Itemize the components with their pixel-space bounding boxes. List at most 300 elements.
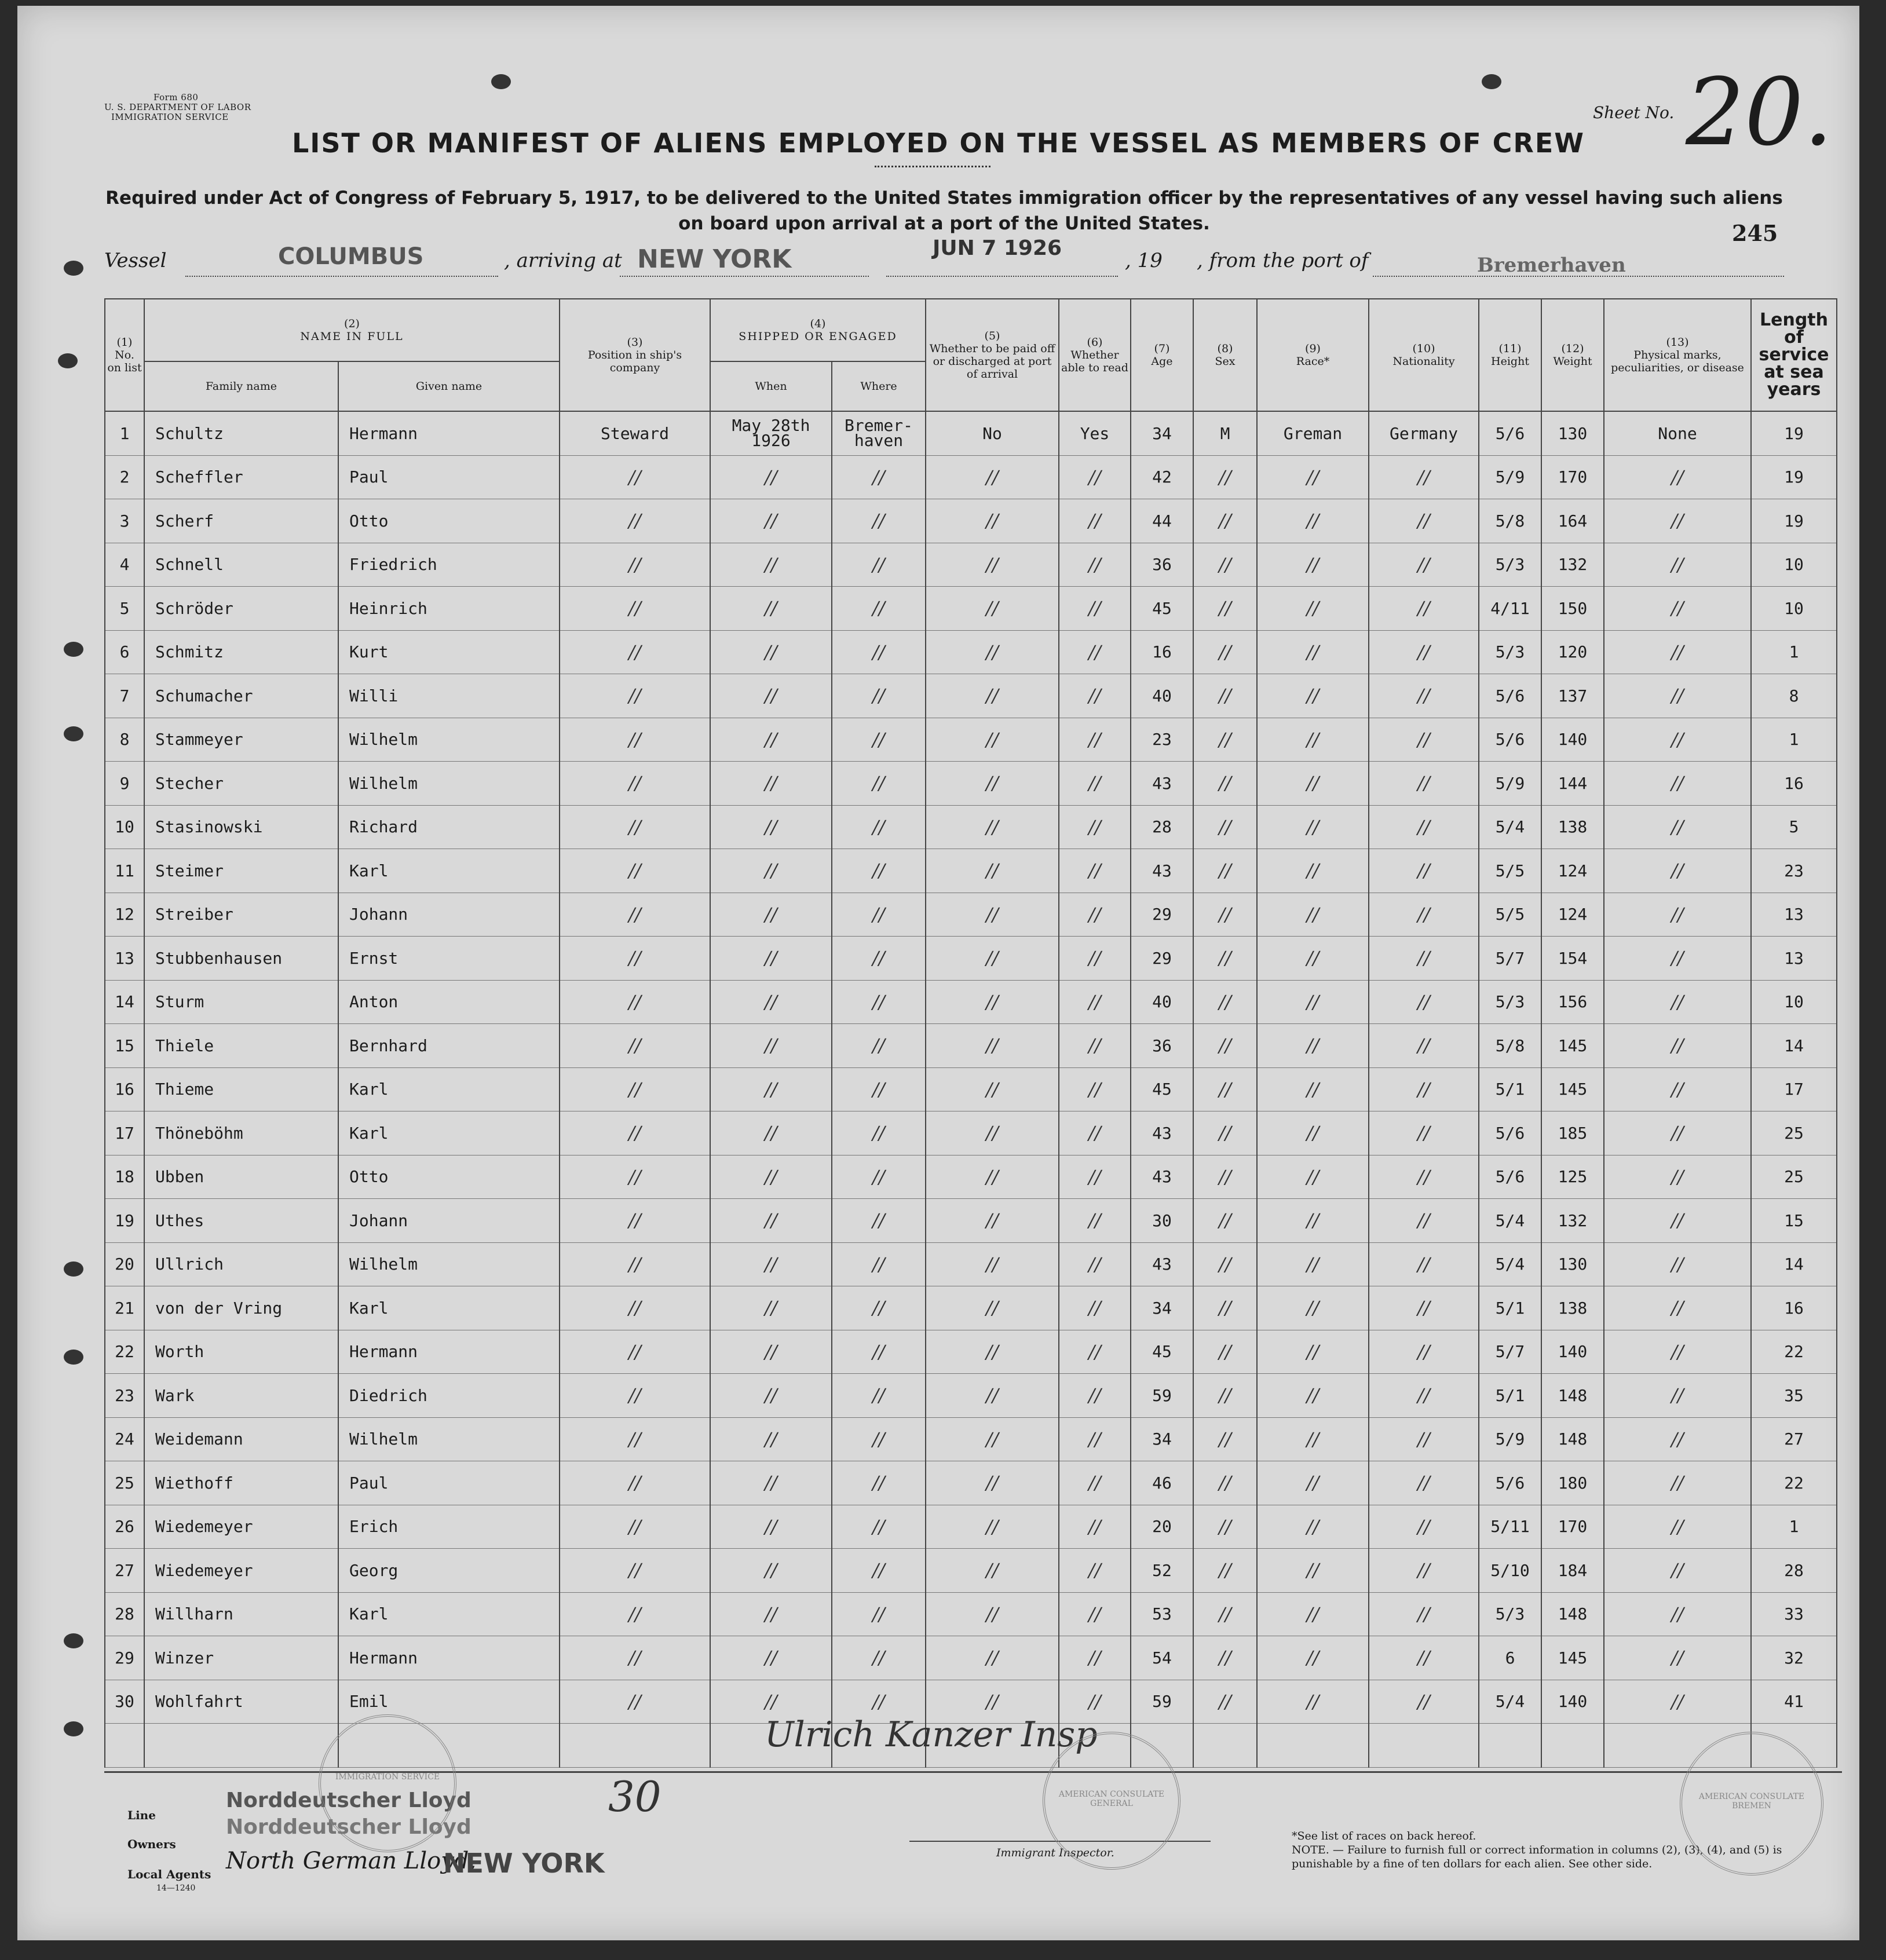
cell-sex: // <box>1193 1067 1257 1111</box>
cell-empty <box>1369 1724 1479 1768</box>
cell-sex: // <box>1193 630 1257 674</box>
cell-race: // <box>1257 849 1369 893</box>
sheet-number-label: Sheet No. <box>1593 103 1675 122</box>
cell-shipped-where: // <box>832 893 926 937</box>
page-subtitle: Required under Act of Congress of February 5, 1917, to be delivered to the United States immigration officer by the representatives of any vessel having such aliens on board upon arrival at a port of the United States. <box>105 188 1783 234</box>
cell-shipped-where: // <box>832 1199 926 1243</box>
cell-age: 45 <box>1131 1067 1193 1111</box>
cell-given-name: Paul <box>338 1461 560 1505</box>
cell-weight: 132 <box>1541 1199 1604 1243</box>
cell-age: 42 <box>1131 455 1193 499</box>
cell-row-number: 23 <box>105 1374 144 1418</box>
cell-service-years: 13 <box>1751 893 1837 937</box>
cell-shipped-where: // <box>832 1330 926 1374</box>
cell-position: // <box>560 674 710 718</box>
cell-nationality: // <box>1369 1374 1479 1418</box>
cell-sex: // <box>1193 1549 1257 1593</box>
cell-shipped-when: // <box>710 1549 832 1593</box>
cell-family-name: Thiele <box>144 1024 338 1068</box>
cell-sex: // <box>1193 1286 1257 1330</box>
cell-age: 36 <box>1131 1024 1193 1068</box>
cell-nationality: // <box>1369 1286 1479 1330</box>
cell-paid-off: // <box>926 980 1059 1024</box>
cell-height: 5/9 <box>1479 1417 1541 1461</box>
cell-height: 5/6 <box>1479 1111 1541 1155</box>
cell-service-years: 13 <box>1751 937 1837 981</box>
cell-family-name: Thöneböhm <box>144 1111 338 1155</box>
cell-shipped-when: // <box>710 1111 832 1155</box>
cell-empty <box>105 1724 144 1768</box>
cell-row-number: 12 <box>105 893 144 937</box>
cell-shipped-where: // <box>832 543 926 587</box>
cell-able-to-read: // <box>1059 1199 1131 1243</box>
cell-weight: 130 <box>1541 1242 1604 1286</box>
col-age-header: (7) Age <box>1131 299 1193 411</box>
cell-given-name: Wilhelm <box>338 1242 560 1286</box>
cell-race: // <box>1257 718 1369 762</box>
cell-row-number: 24 <box>105 1417 144 1461</box>
cell-height: 5/1 <box>1479 1374 1541 1418</box>
cell-service-years: 16 <box>1751 1286 1837 1330</box>
col-height-header: (11) Height <box>1479 299 1541 411</box>
arrival-port: NEW YORK <box>637 244 792 274</box>
cell-weight: 150 <box>1541 587 1604 631</box>
cell-shipped-when: // <box>710 718 832 762</box>
cell-race: Greman <box>1257 411 1369 455</box>
cell-nationality: // <box>1369 1111 1479 1155</box>
consulate-seal-right: AMERICAN CONSULATE BREMEN <box>1680 1732 1823 1875</box>
table-row <box>105 849 1837 893</box>
cell-position: // <box>560 1242 710 1286</box>
cell-given-name: Paul <box>338 455 560 499</box>
cell-family-name: Scheffler <box>144 455 338 499</box>
col-nationality-header: (10) Nationality <box>1369 299 1479 411</box>
cell-height: 5/3 <box>1479 980 1541 1024</box>
cell-nationality: // <box>1369 980 1479 1024</box>
cell-shipped-where: // <box>832 1111 926 1155</box>
cell-given-name: Hermann <box>338 411 560 455</box>
cell-service-years: 17 <box>1751 1067 1837 1111</box>
cell-family-name: Stecher <box>144 762 338 806</box>
cell-weight: 138 <box>1541 805 1604 849</box>
cell-shipped-where: // <box>832 1286 926 1330</box>
cell-race: // <box>1257 1111 1369 1155</box>
col-shipped-header: (4) SHIPPED OR ENGAGED <box>710 299 926 361</box>
cell-age: 34 <box>1131 1417 1193 1461</box>
cell-age: 23 <box>1131 718 1193 762</box>
col-name-header: (2) NAME IN FULL <box>144 299 560 361</box>
cell-family-name: Streiber <box>144 893 338 937</box>
cell-physical-marks: // <box>1604 1636 1751 1680</box>
cell-empty <box>144 1724 338 1768</box>
cell-weight: 148 <box>1541 1417 1604 1461</box>
cell-physical-marks: // <box>1604 1592 1751 1636</box>
cell-height: 5/6 <box>1479 1155 1541 1199</box>
cell-weight: 148 <box>1541 1374 1604 1418</box>
cell-physical-marks: // <box>1604 1505 1751 1549</box>
vessel-name-rule <box>185 276 498 277</box>
cell-race: // <box>1257 630 1369 674</box>
cell-position: // <box>560 1067 710 1111</box>
cell-given-name: Friedrich <box>338 543 560 587</box>
cell-given-name: Karl <box>338 1067 560 1111</box>
table-row <box>105 1330 1837 1374</box>
agents-city: NEW YORK <box>443 1848 605 1879</box>
table-row <box>105 630 1837 674</box>
cell-position: // <box>560 980 710 1024</box>
cell-sex: // <box>1193 1111 1257 1155</box>
cell-service-years: 8 <box>1751 674 1837 718</box>
cell-service-years: 41 <box>1751 1680 1837 1724</box>
punch-hole <box>64 726 83 741</box>
cell-able-to-read: // <box>1059 980 1131 1024</box>
cell-age: 34 <box>1131 1286 1193 1330</box>
col-position-header: (3) Position in ship's company <box>560 299 710 411</box>
table-row <box>105 499 1837 543</box>
cell-shipped-where: // <box>832 630 926 674</box>
cell-physical-marks: // <box>1604 630 1751 674</box>
cell-able-to-read: // <box>1059 1111 1131 1155</box>
cell-able-to-read: // <box>1059 1067 1131 1111</box>
cell-nationality: // <box>1369 587 1479 631</box>
cell-given-name: Wilhelm <box>338 762 560 806</box>
cell-able-to-read: // <box>1059 937 1131 981</box>
cell-shipped-when: // <box>710 1155 832 1199</box>
cell-weight: 137 <box>1541 674 1604 718</box>
cell-able-to-read: // <box>1059 762 1131 806</box>
page-title: LIST OR MANIFEST OF ALIENS EMPLOYED ON THE VESSEL AS MEMBERS OF CREW <box>291 127 1585 159</box>
cell-given-name: Willi <box>338 674 560 718</box>
col-sex-header: (8) Sex <box>1193 299 1257 411</box>
cell-shipped-when: // <box>710 587 832 631</box>
cell-paid-off: // <box>926 893 1059 937</box>
cell-nationality: // <box>1369 1417 1479 1461</box>
cell-shipped-when: // <box>710 1286 832 1330</box>
cell-nationality: // <box>1369 455 1479 499</box>
cell-able-to-read: // <box>1059 543 1131 587</box>
table-row <box>105 1636 1837 1680</box>
cell-nationality: // <box>1369 1330 1479 1374</box>
cell-paid-off: // <box>926 587 1059 631</box>
cell-weight: 154 <box>1541 937 1604 981</box>
cell-physical-marks: None <box>1604 411 1751 455</box>
department-name: U. S. DEPARTMENT OF LABOR <box>104 102 251 112</box>
cell-paid-off: // <box>926 543 1059 587</box>
cell-race: // <box>1257 1199 1369 1243</box>
cell-nationality: // <box>1369 1636 1479 1680</box>
cell-shipped-when: // <box>710 1636 832 1680</box>
cell-age: 36 <box>1131 543 1193 587</box>
cell-sex: // <box>1193 1330 1257 1374</box>
cell-able-to-read: // <box>1059 1374 1131 1418</box>
cell-shipped-when: // <box>710 1461 832 1505</box>
cell-height: 5/6 <box>1479 1461 1541 1505</box>
cell-height: 5/8 <box>1479 1024 1541 1068</box>
cell-position: Steward <box>560 411 710 455</box>
cell-weight: 184 <box>1541 1549 1604 1593</box>
cell-physical-marks: // <box>1604 849 1751 893</box>
cell-age: 45 <box>1131 1330 1193 1374</box>
cell-sex: // <box>1193 805 1257 849</box>
cell-position: // <box>560 937 710 981</box>
cell-paid-off: // <box>926 1505 1059 1549</box>
cell-age: 40 <box>1131 674 1193 718</box>
cell-physical-marks: // <box>1604 718 1751 762</box>
cell-paid-off: // <box>926 1024 1059 1068</box>
cell-weight: 124 <box>1541 893 1604 937</box>
cell-shipped-where: // <box>832 1461 926 1505</box>
cell-sex: // <box>1193 1242 1257 1286</box>
cell-able-to-read: // <box>1059 849 1131 893</box>
cell-paid-off: // <box>926 499 1059 543</box>
from-port: Bremerhaven <box>1477 254 1626 277</box>
cell-family-name: Stubbenhausen <box>144 937 338 981</box>
cell-given-name: Diedrich <box>338 1374 560 1418</box>
cell-sex: // <box>1193 1417 1257 1461</box>
cell-physical-marks: // <box>1604 1417 1751 1461</box>
cell-family-name: Steimer <box>144 849 338 893</box>
cell-shipped-when: // <box>710 980 832 1024</box>
cell-height: 5/9 <box>1479 455 1541 499</box>
cell-position: // <box>560 1024 710 1068</box>
cell-shipped-where: // <box>832 937 926 981</box>
cell-sex: M <box>1193 411 1257 455</box>
service-name: IMMIGRATION SERVICE <box>111 112 229 122</box>
cell-position: // <box>560 630 710 674</box>
cell-row-number: 27 <box>105 1549 144 1593</box>
cell-position: // <box>560 1199 710 1243</box>
cell-family-name: Schumacher <box>144 674 338 718</box>
table-row <box>105 1024 1837 1068</box>
cell-race: // <box>1257 762 1369 806</box>
cell-row-number: 16 <box>105 1067 144 1111</box>
cell-physical-marks: // <box>1604 1242 1751 1286</box>
cell-row-number: 22 <box>105 1330 144 1374</box>
cell-able-to-read: // <box>1059 630 1131 674</box>
cell-age: 52 <box>1131 1549 1193 1593</box>
cell-weight: 170 <box>1541 1505 1604 1549</box>
cell-height: 5/3 <box>1479 543 1541 587</box>
arrival-port-rule <box>620 276 869 277</box>
cell-paid-off: // <box>926 1549 1059 1593</box>
cell-service-years: 19 <box>1751 455 1837 499</box>
cell-shipped-where: // <box>832 455 926 499</box>
cell-row-number: 28 <box>105 1592 144 1636</box>
cell-age: 43 <box>1131 1111 1193 1155</box>
cell-empty <box>1541 1724 1604 1768</box>
cell-row-number: 9 <box>105 762 144 806</box>
cell-row-number: 7 <box>105 674 144 718</box>
cell-position: // <box>560 1155 710 1199</box>
punch-hole <box>64 1721 83 1736</box>
cell-physical-marks: // <box>1604 1024 1751 1068</box>
cell-service-years: 22 <box>1751 1461 1837 1505</box>
cell-empty <box>1193 1724 1257 1768</box>
cell-age: 34 <box>1131 411 1193 455</box>
col-when-header: When <box>710 361 832 411</box>
cell-position: // <box>560 893 710 937</box>
sheet-number-value: 20. <box>1686 58 1833 166</box>
col-paid-header: (5) Whether to be paid off or discharged at port of arrival <box>926 299 1059 411</box>
cell-shipped-where: // <box>832 1374 926 1418</box>
cell-row-number: 3 <box>105 499 144 543</box>
cell-able-to-read: // <box>1059 587 1131 631</box>
cell-height: 5/10 <box>1479 1549 1541 1593</box>
cell-race: // <box>1257 1417 1369 1461</box>
cell-family-name: Scherf <box>144 499 338 543</box>
cell-sex: // <box>1193 718 1257 762</box>
cell-nationality: // <box>1369 1199 1479 1243</box>
cell-height: 5/1 <box>1479 1286 1541 1330</box>
cell-physical-marks: // <box>1604 674 1751 718</box>
cell-age: 43 <box>1131 762 1193 806</box>
cell-age: 45 <box>1131 587 1193 631</box>
cell-position: // <box>560 762 710 806</box>
cell-position: // <box>560 455 710 499</box>
punch-hole <box>58 353 78 368</box>
table-row <box>105 1374 1837 1418</box>
cell-physical-marks: // <box>1604 543 1751 587</box>
inspector-signature: Ulrich Kanzer Insp <box>765 1714 1098 1755</box>
cell-shipped-when: // <box>710 499 832 543</box>
cell-able-to-read: // <box>1059 893 1131 937</box>
cell-age: 30 <box>1131 1199 1193 1243</box>
vessel-label: Vessel <box>104 249 167 272</box>
cell-service-years: 28 <box>1751 1549 1837 1593</box>
cell-race: // <box>1257 937 1369 981</box>
form-number: Form 680 <box>153 92 199 103</box>
cell-race: // <box>1257 1505 1369 1549</box>
cell-family-name: Ullrich <box>144 1242 338 1286</box>
cell-position: // <box>560 1549 710 1593</box>
cell-nationality: // <box>1369 1592 1479 1636</box>
cell-service-years: 35 <box>1751 1374 1837 1418</box>
total-count: 30 <box>608 1772 661 1821</box>
cell-able-to-read: // <box>1059 1461 1131 1505</box>
cell-nationality: // <box>1369 1155 1479 1199</box>
cell-weight: 164 <box>1541 499 1604 543</box>
cell-weight: 170 <box>1541 455 1604 499</box>
cell-nationality: // <box>1369 1067 1479 1111</box>
cell-given-name: Georg <box>338 1549 560 1593</box>
cell-position: // <box>560 1374 710 1418</box>
cell-position: // <box>560 1592 710 1636</box>
cell-able-to-read: // <box>1059 1680 1131 1724</box>
cell-sex: // <box>1193 980 1257 1024</box>
cell-shipped-where: // <box>832 587 926 631</box>
cell-able-to-read: // <box>1059 805 1131 849</box>
cell-able-to-read: // <box>1059 1155 1131 1199</box>
cell-paid-off: // <box>926 1636 1059 1680</box>
cell-paid-off: // <box>926 1155 1059 1199</box>
cell-given-name: Johann <box>338 1199 560 1243</box>
cell-physical-marks: // <box>1604 937 1751 981</box>
cell-sex: // <box>1193 455 1257 499</box>
cell-age: 54 <box>1131 1636 1193 1680</box>
cell-position: // <box>560 718 710 762</box>
cell-shipped-where: // <box>832 499 926 543</box>
cell-age: 53 <box>1131 1592 1193 1636</box>
cell-nationality: // <box>1369 543 1479 587</box>
cell-service-years: 19 <box>1751 411 1837 455</box>
title-ornament <box>875 166 990 167</box>
cell-shipped-when: // <box>710 630 832 674</box>
cell-given-name: Kurt <box>338 630 560 674</box>
cell-sex: // <box>1193 893 1257 937</box>
cell-service-years: 10 <box>1751 543 1837 587</box>
cell-nationality: // <box>1369 1461 1479 1505</box>
cell-shipped-when: // <box>710 1417 832 1461</box>
cell-paid-off: // <box>926 849 1059 893</box>
cell-nationality: // <box>1369 718 1479 762</box>
cell-shipped-where: // <box>832 1024 926 1068</box>
cell-able-to-read: // <box>1059 1549 1131 1593</box>
cell-shipped-when: // <box>710 1374 832 1418</box>
consulate-seal-middle: AMERICAN CONSULATE GENERAL <box>1043 1732 1180 1870</box>
cell-row-number: 1 <box>105 411 144 455</box>
table-row <box>105 1199 1837 1243</box>
cell-shipped-where: // <box>832 1242 926 1286</box>
cell-sex: // <box>1193 674 1257 718</box>
table-row <box>105 1067 1837 1111</box>
punch-hole <box>64 642 83 657</box>
vessel-name: COLUMBUS <box>278 243 424 270</box>
cell-able-to-read: // <box>1059 1242 1131 1286</box>
cell-height: 5/9 <box>1479 762 1541 806</box>
cell-weight: 144 <box>1541 762 1604 806</box>
cell-sex: // <box>1193 937 1257 981</box>
cell-able-to-read: // <box>1059 1505 1131 1549</box>
cell-able-to-read: // <box>1059 455 1131 499</box>
cell-sex: // <box>1193 1636 1257 1680</box>
cell-sex: // <box>1193 1680 1257 1724</box>
cell-sex: // <box>1193 1155 1257 1199</box>
cell-paid-off: // <box>926 937 1059 981</box>
cell-paid-off: // <box>926 1199 1059 1243</box>
cell-row-number: 17 <box>105 1111 144 1155</box>
punch-hole <box>64 1261 83 1277</box>
cell-family-name: Wohlfahrt <box>144 1680 338 1724</box>
cell-row-number: 6 <box>105 630 144 674</box>
inspector-label: Immigrant Inspector. <box>996 1846 1114 1859</box>
cell-service-years: 10 <box>1751 587 1837 631</box>
cell-service-years: 1 <box>1751 718 1837 762</box>
cell-paid-off: // <box>926 1067 1059 1111</box>
cell-age: 46 <box>1131 1461 1193 1505</box>
cell-weight: 145 <box>1541 1024 1604 1068</box>
cell-race: // <box>1257 1067 1369 1111</box>
cell-nationality: // <box>1369 630 1479 674</box>
cell-nationality: Germany <box>1369 411 1479 455</box>
cell-sex: // <box>1193 499 1257 543</box>
cell-position: // <box>560 1505 710 1549</box>
cell-paid-off: // <box>926 1461 1059 1505</box>
cell-nationality: // <box>1369 1024 1479 1068</box>
cell-nationality: // <box>1369 499 1479 543</box>
cell-able-to-read: // <box>1059 499 1131 543</box>
cell-given-name: Karl <box>338 1592 560 1636</box>
cell-race: // <box>1257 1024 1369 1068</box>
col-service-header: Length of service at sea years <box>1751 299 1837 411</box>
cell-paid-off: // <box>926 630 1059 674</box>
cell-family-name: Schmitz <box>144 630 338 674</box>
print-code: 14—1240 <box>156 1884 196 1893</box>
cell-race: // <box>1257 1549 1369 1593</box>
cell-nationality: // <box>1369 1242 1479 1286</box>
cell-row-number: 8 <box>105 718 144 762</box>
cell-age: 43 <box>1131 1242 1193 1286</box>
cell-shipped-where: // <box>832 1592 926 1636</box>
